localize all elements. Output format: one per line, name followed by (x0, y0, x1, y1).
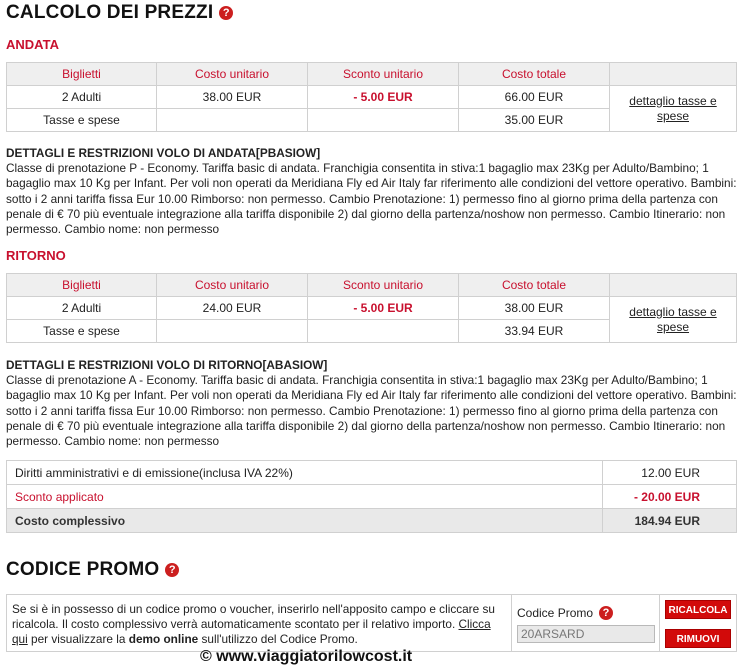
details-cell (610, 297, 737, 343)
admin-fee-label: Diritti amministrativi e di emissione(inclusa IVA 22%) (7, 461, 603, 485)
total-cost-label: Costo complessivo (7, 509, 603, 533)
page-title: CALCOLO DEI PREZZI (6, 2, 214, 23)
tickets-cell: 2 Adulti (7, 297, 157, 320)
unit-cost-cell: 24.00 EUR (157, 297, 308, 320)
divider (511, 595, 512, 651)
col-total: Costo totale (459, 63, 610, 86)
return-heading: RITORNO (6, 248, 66, 263)
tax-details-link[interactable]: dettaglio tasse e spese (629, 304, 717, 334)
promo-text-3: sull'utilizzo del Codice Promo. (198, 632, 358, 646)
unit-discount-cell: - 5.00 EUR (308, 297, 459, 320)
col-details (610, 63, 737, 86)
taxes-label-cell: Tasse e spese (7, 109, 157, 132)
col-unit-discount: Sconto unitario (308, 274, 459, 297)
col-total: Costo totale (459, 274, 610, 297)
taxes-label-cell: Tasse e spese (7, 320, 157, 343)
outbound-restrictions (6, 146, 740, 237)
page-title-row (6, 2, 233, 24)
promo-text-2: per visualizzare la (27, 632, 129, 646)
return-fare-table (6, 273, 737, 343)
watermark: © www.viaggiatorilowcost.it (200, 648, 413, 665)
table-row (7, 86, 737, 109)
taxes-total-cell: 35.00 EUR (459, 109, 610, 132)
restrictions-title: DETTAGLI E RESTRIZIONI VOLO DI RITORNO[ABASIOW] (6, 358, 328, 372)
outbound-fare-table (6, 62, 737, 132)
empty-cell (308, 109, 459, 132)
details-cell (610, 86, 737, 132)
table-row (7, 485, 737, 509)
price-summary-table (6, 460, 737, 533)
discount-label: Sconto applicato (7, 485, 603, 509)
promo-title-row (6, 559, 179, 581)
tickets-cell: 2 Adulti (7, 86, 157, 109)
table-row (7, 461, 737, 485)
table-header-row (7, 63, 737, 86)
promo-field-label: Codice Promo (517, 606, 594, 620)
restrictions-text: Classe di prenotazione P - Economy. Tariffa basic di andata. Franchigia consentita in stiva:1 bagaglio max 23Kg per Adulto/Bambino; 1 bagaglio max 10 Kg per Infant. Per voli non operati da Meridiana Fly ed Air Italy far riferimento alle condizioni del vettore operativo. Bambini: sotto i 2 anni tariffa fissa Eur 10.00 Rimborso: non permesso. Cambio Prenotazione: 1) permesso fino al giorno prima della partenza con penale di € 70 più eventuale integrazione alla tariffa disponibile 2) dal giorno della partenza/noshow non permesso. Cambio Itinerario: non permesso. Cambio nome: non permesso (6, 161, 737, 237)
help-icon[interactable]: ? (599, 606, 613, 620)
promo-code-input[interactable] (517, 625, 655, 643)
empty-cell (308, 320, 459, 343)
promo-field-label-row (517, 606, 613, 620)
col-unit-cost: Costo unitario (157, 63, 308, 86)
recalculate-button[interactable]: RICALCOLA (665, 600, 731, 619)
promo-text-bold: demo online (128, 632, 199, 646)
restrictions-title: DETTAGLI E RESTRIZIONI VOLO DI ANDATA[PBASIOW] (6, 146, 321, 160)
col-tickets: Biglietti (7, 63, 157, 86)
promo-box (6, 594, 737, 652)
divider (659, 595, 660, 651)
restrictions-text: Classe di prenotazione A - Economy. Tariffa basic di andata. Franchigia consentita in stiva:1 bagaglio max 23Kg per Adulto/Bambino; 1 bagaglio max 10 Kg per Infant. Per voli non operati da Meridiana Fly ed Air Italy far riferimento alle condizioni del vettore operativo. Bambini: sotto i 2 anni tariffa fissa Eur 10.00 Rimborso: non permesso. Cambio Prenotazione: 1) permesso fino al giorno prima della partenza con penale di € 70 più eventuale integrazione alla tariffa disponibile 2) dal giorno della partenza/noshow non permesso. Cambio Itinerario: non permesso. Cambio nome: non permesso (6, 373, 737, 449)
promo-demo-link[interactable]: Clicca qui (12, 617, 491, 646)
col-details (610, 274, 737, 297)
unit-discount-cell: - 5.00 EUR (308, 86, 459, 109)
total-cell: 38.00 EUR (459, 297, 610, 320)
taxes-total-cell: 33.94 EUR (459, 320, 610, 343)
table-header-row (7, 274, 737, 297)
return-restrictions (6, 358, 740, 449)
promo-description (12, 602, 507, 647)
empty-cell (157, 320, 308, 343)
total-cost-value: 184.94 EUR (603, 509, 737, 533)
remove-button[interactable]: RIMUOVI (665, 629, 731, 648)
table-row (7, 297, 737, 320)
outbound-heading: ANDATA (6, 37, 59, 52)
unit-cost-cell: 38.00 EUR (157, 86, 308, 109)
help-icon[interactable]: ? (219, 6, 233, 20)
empty-cell (157, 109, 308, 132)
col-unit-cost: Costo unitario (157, 274, 308, 297)
total-cell: 66.00 EUR (459, 86, 610, 109)
discount-value: - 20.00 EUR (603, 485, 737, 509)
promo-title: CODICE PROMO (6, 559, 160, 580)
col-unit-discount: Sconto unitario (308, 63, 459, 86)
table-row (7, 509, 737, 533)
admin-fee-value: 12.00 EUR (603, 461, 737, 485)
help-icon[interactable]: ? (165, 563, 179, 577)
promo-text-1: Se si è in possesso di un codice promo o voucher, inserirlo nell'apposito campo e cliccare su ricalcola. Il costo complessivo verrà automaticamente scontato per il relativo importo. (12, 602, 495, 631)
col-tickets: Biglietti (7, 274, 157, 297)
tax-details-link[interactable]: dettaglio tasse e spese (629, 93, 717, 123)
